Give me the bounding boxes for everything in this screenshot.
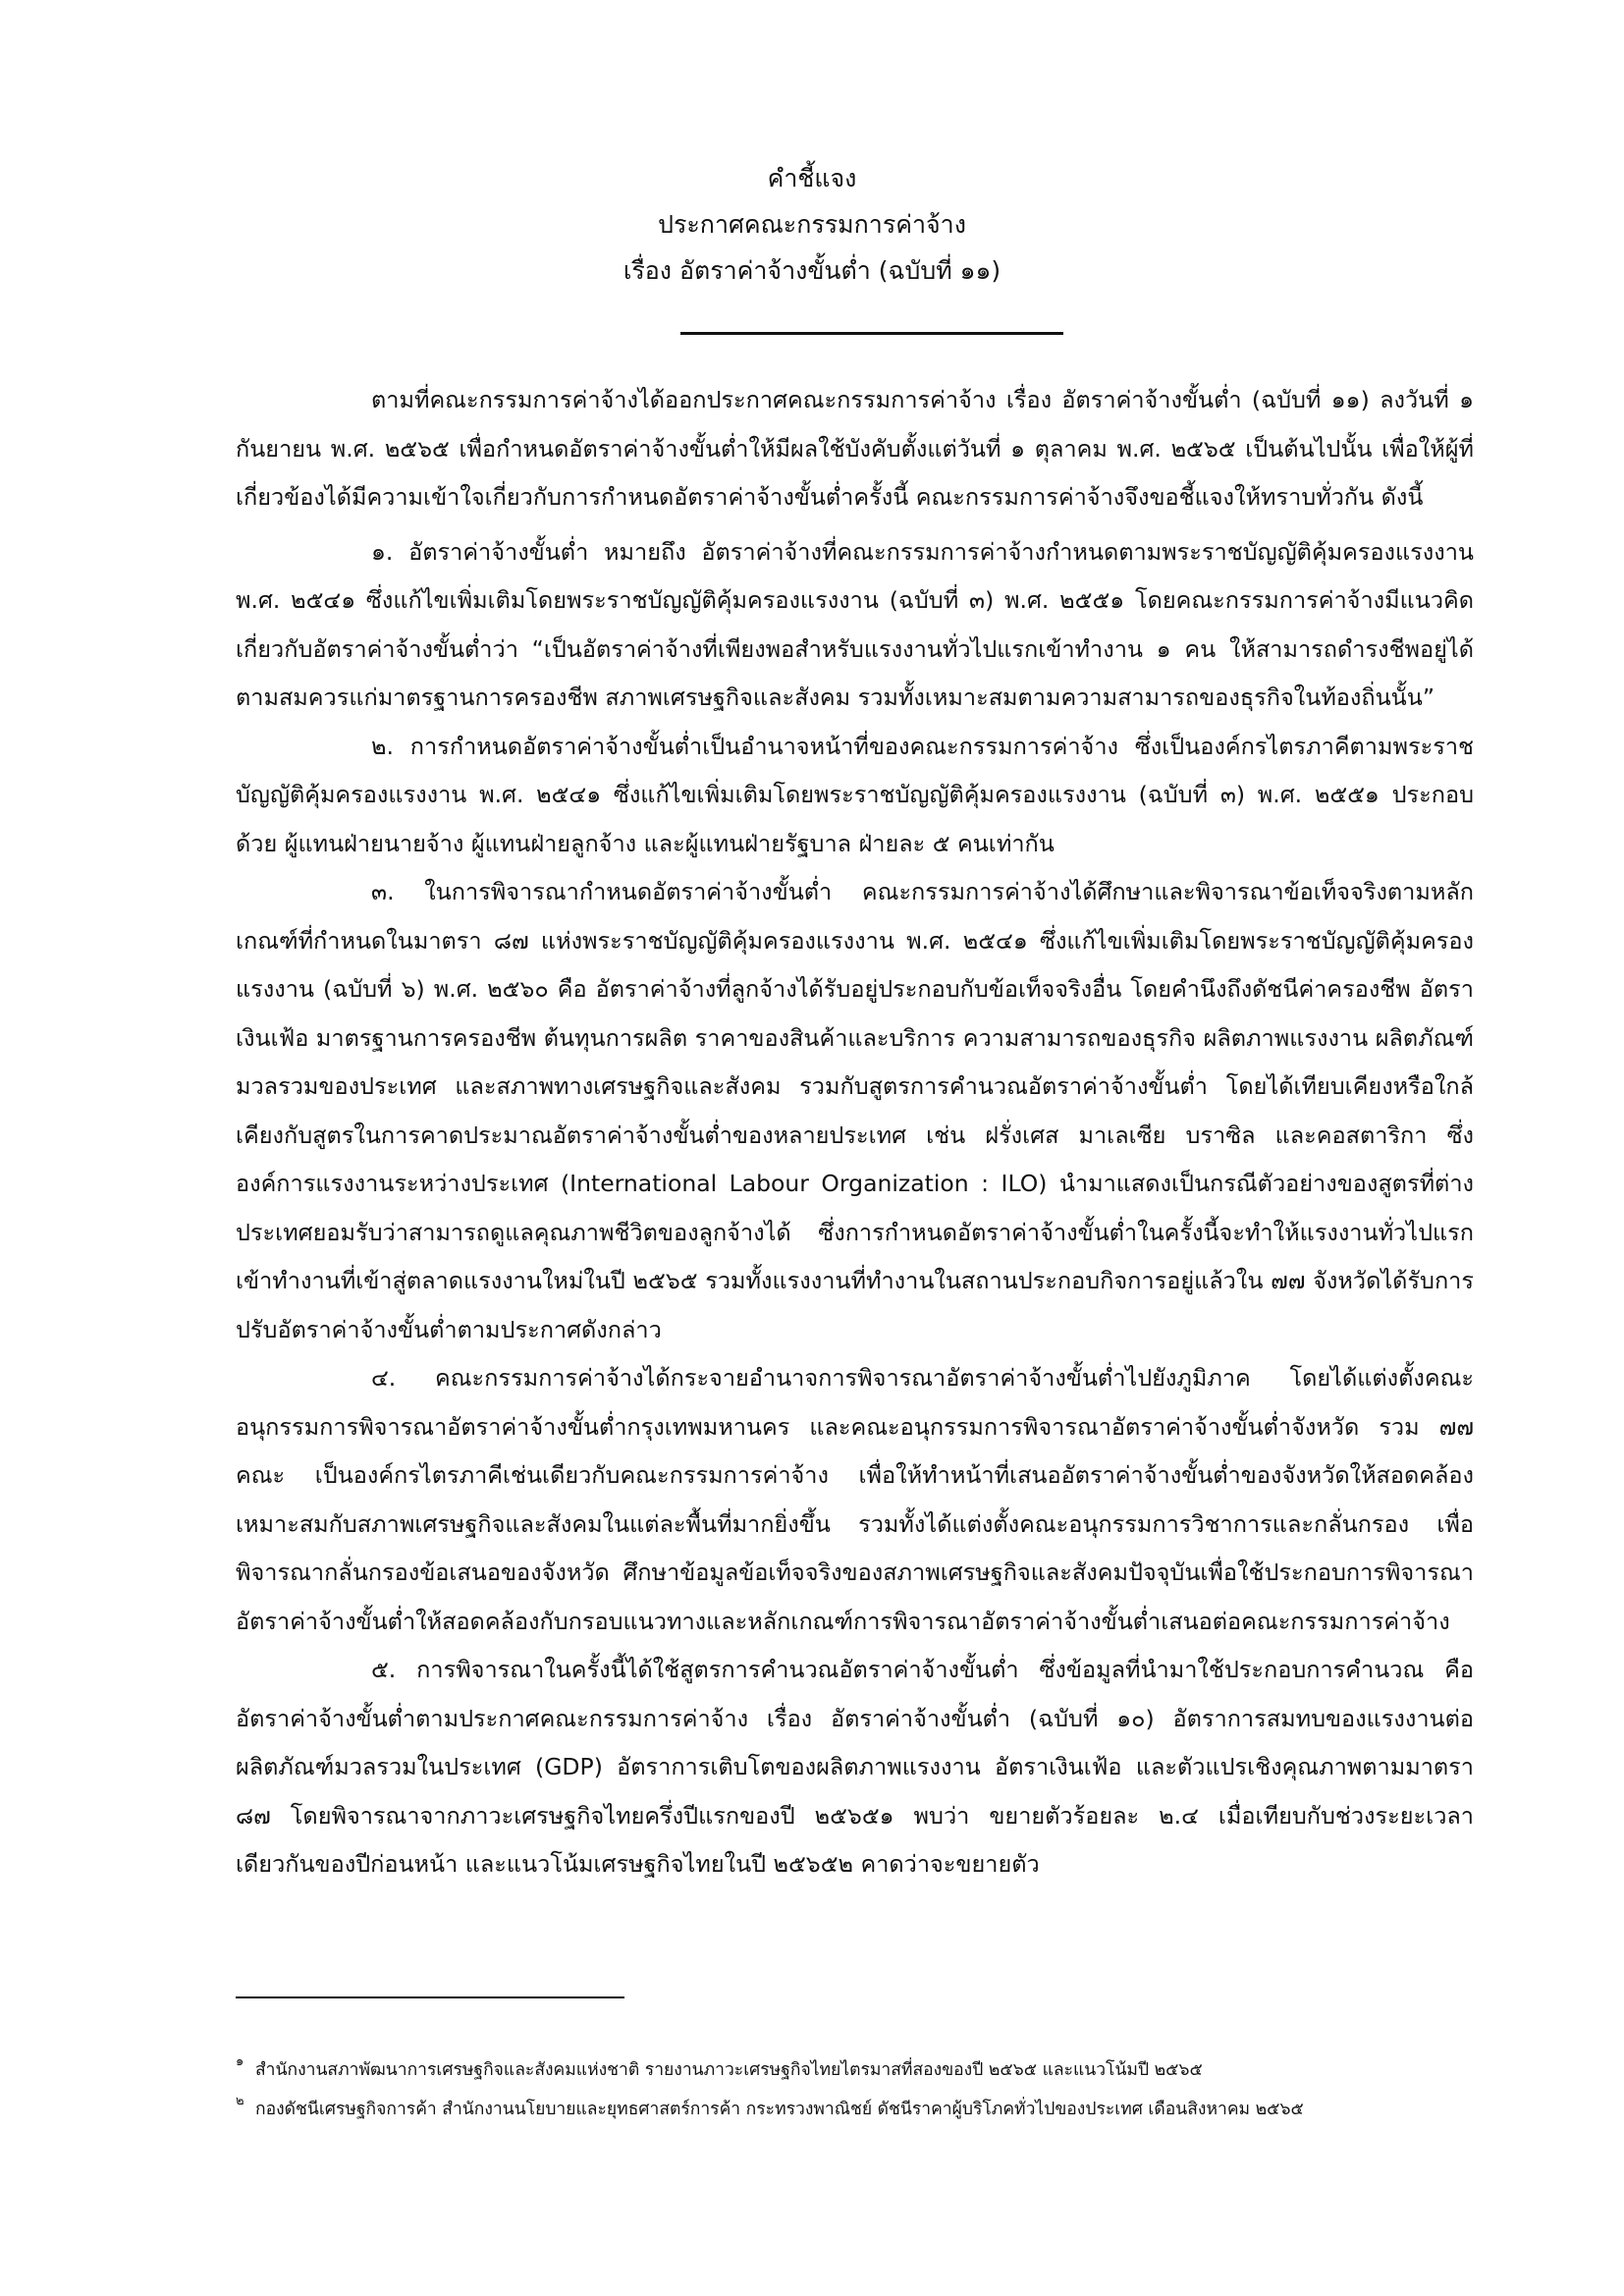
footnotes	[236, 2050, 1474, 2129]
footnote-text: สำนักงานสภาพัฒนาการเศรษฐกิจและสังคมแห่งชาติ รายงานภาวะเศรษฐกิจไทยไตรมาสที่สองของปี ๒๕๖๕ และแนวโน้มปี ๒๕๖๕	[255, 2060, 1203, 2080]
footnote-marker: ๒	[236, 2094, 244, 2108]
document-body	[236, 376, 1474, 1889]
paragraph-3: ๓. ในการพิจารณากำหนดอัตราค่าจ้างขั้นต่ำ คณะกรรมการค่าจ้างได้ศึกษาและพิจารณาข้อเท็จจริงตามหลักเกณฑ์ที่กำหนดในมาตรา ๘๗ แห่งพระราชบัญญัติคุ้มครองแรงงาน พ.ศ. ๒๕๔๑ ซึ่งแก้ไขเพิ่มเติมโดยพระราชบัญญัติคุ้มครองแรงงาน (ฉบับที่ ๖) พ.ศ. ๒๕๖๐ คือ อัตราค่าจ้างที่ลูกจ้างได้รับอยู่ประกอบกับข้อเท็จจริงอื่น โดยคำนึงถึงดัชนีค่าครองชีพ อัตราเงินเฟ้อ มาตรฐานการครองชีพ ต้นทุนการผลิต ราคาของสินค้าและบริการ ความสามารถของธุรกิจ ผลิตภาพแรงงาน ผลิตภัณฑ์มวลรวมของประเทศ และสภาพทางเศรษฐกิจและสังคม รวมกับสูตรการคำนวณอัตราค่าจ้างขั้นต่ำ โดยได้เทียบเคียงหรือใกล้เคียงกับสูตรในการคาดประมาณอัตราค่าจ้างขั้นต่ำของหลายประเทศ เช่น ฝรั่งเศส มาเลเซีย บราซิล และคอสตาริกา ซึ่งองค์การแรงงานระหว่างประเทศ (International Labour Organization : ILO) นำมาแสดงเป็นกรณีตัวอย่างของสูตรที่ต่างประเทศยอมรับว่าสามารถดูแลคุณภาพชีวิตของลูกจ้างได้ ซึ่งการกำหนดอัตราค่าจ้างขั้นต่ำในครั้งนี้จะทำให้แรงงานทั่วไปแรกเข้าทำงานที่เข้าสู่ตลาดแรงงานใหม่ในปี ๒๕๖๕ รวมทั้งแรงงานที่ทำงานในสถานประกอบกิจการอยู่แล้วใน ๗๗ จังหวัดได้รับการปรับอัตราค่าจ้างขั้นต่ำตามประกาศดังกล่าว	[236, 878, 1474, 1343]
footnote-divider	[236, 1996, 624, 1998]
header-divider	[680, 332, 1063, 335]
document-header	[0, 155, 1624, 294]
paragraph-4: ๔. คณะกรรมการค่าจ้างได้กระจายอำนาจการพิจารณาอัตราค่าจ้างขั้นต่ำไปยังภูมิภาค โดยได้แต่งตั้งคณะอนุกรรมการพิจารณาอัตราค่าจ้างขั้นต่ำกรุงเทพมหานคร และคณะอนุกรรมการพิจารณาอัตราค่าจ้างขั้นต่ำจังหวัด รวม ๗๗ คณะ เป็นองค์กรไตรภาคีเช่นเดียวกับคณะกรรมการค่าจ้าง เพื่อให้ทำหน้าที่เสนออัตราค่าจ้างขั้นต่ำของจังหวัดให้สอดคล้องเหมาะสมกับสภาพเศรษฐกิจและสังคมในแต่ละพื้นที่มากยิ่งขึ้น รวมทั้งได้แต่งตั้งคณะอนุกรรมการวิชาการและกลั่นกรอง เพื่อพิจารณากลั่นกรองข้อเสนอของจังหวัด ศึกษาข้อมูลข้อเท็จจริงของสภาพเศรษฐกิจและสังคมปัจจุบันเพื่อใช้ประกอบการพิจารณาอัตราค่าจ้างขั้นต่ำให้สอดคล้องกับกรอบแนวทางและหลักเกณฑ์การพิจารณาอัตราค่าจ้างขั้นต่ำเสนอต่อคณะกรรมการค่าจ้าง	[236, 1364, 1474, 1635]
header-title: คำชี้แจง	[767, 164, 857, 192]
intro-paragraph: ตามที่คณะกรรมการค่าจ้างได้ออกประกาศคณะกรรมการค่าจ้าง เรื่อง อัตราค่าจ้างขั้นต่ำ (ฉบับที่ ๑๑) ลงวันที่ ๑ กันยายน พ.ศ. ๒๕๖๕ เพื่อกำหนดอัตราค่าจ้างขั้นต่ำให้มีผลใช้บังคับตั้งแต่วันที่ ๑ ตุลาคม พ.ศ. ๒๕๖๕ เป็นต้นไปนั้น เพื่อให้ผู้ที่เกี่ยวข้องได้มีความเข้าใจเกี่ยวกับการกำหนดอัตราค่าจ้างขั้นต่ำครั้งนี้ คณะกรรมการค่าจ้างจึงขอชี้แจงให้ทราบทั่วกัน ดังนี้	[236, 386, 1474, 511]
footnote-marker: ๑	[236, 2054, 244, 2069]
footnote-text: กองดัชนีเศรษฐกิจการค้า สำนักงานนโยบายและยุทธศาสตร์การค้า กระทรวงพาณิชย์ ดัชนีราคาผู้บริโภคทั่วไปของประเทศ เดือนสิงหาคม ๒๕๖๕	[255, 2100, 1304, 2119]
footnote-1	[236, 2050, 1474, 2090]
footnote-2	[236, 2090, 1474, 2129]
paragraph-5: ๕. การพิจารณาในครั้งนี้ได้ใช้สูตรการคำนวณอัตราค่าจ้างขั้นต่ำ ซึ่งข้อมูลที่นำมาใช้ประกอบการคำนวณ คือ อัตราค่าจ้างขั้นต่ำตามประกาศคณะกรรมการค่าจ้าง เรื่อง อัตราค่าจ้างขั้นต่ำ (ฉบับที่ ๑๐) อัตราการสมทบของแรงงานต่อผลิตภัณฑ์มวลรวมในประเทศ (GDP) อัตราการเติบโตของผลิตภาพแรงงาน อัตราเงินเฟ้อ และตัวแปรเชิงคุณภาพตามมาตรา ๘๗ โดยพิจารณาจากภาวะเศรษฐกิจไทยครึ่งปีแรกของปี ๒๕๖๕๑ พบว่า ขยายตัวร้อยละ ๒.๔ เมื่อเทียบกับช่วงระยะเวลาเดียวกันของปีก่อนหน้า และแนวโน้มเศรษฐกิจไทยในปี ๒๕๖๕๒ คาดว่าจะขยายตัว	[236, 1656, 1474, 1878]
header-subject: เรื่อง อัตราค่าจ้างขั้นต่ำ (ฉบับที่ ๑๑)	[623, 256, 1001, 285]
paragraph-1: ๑. อัตราค่าจ้างขั้นต่ำ หมายถึง อัตราค่าจ้างที่คณะกรรมการค่าจ้างกำหนดตามพระราชบัญญัติคุ้มครองแรงงาน พ.ศ. ๒๕๔๑ ซึ่งแก้ไขเพิ่มเติมโดยพระราชบัญญัติคุ้มครองแรงงาน (ฉบับที่ ๓) พ.ศ. ๒๕๕๑ โดยคณะกรรมการค่าจ้างมีแนวคิดเกี่ยวกับอัตราค่าจ้างขั้นต่ำว่า “เป็นอัตราค่าจ้างที่เพียงพอสำหรับแรงงานทั่วไปแรกเข้าทำงาน ๑ คน ให้สามารถดำรงชีพอยู่ได้ตามสมควรแก่มาตรฐานการครองชีพ สภาพเศรษฐกิจและสังคม รวมทั้งเหมาะสมตามความสามารถของธุรกิจในท้องถิ่นนั้น”	[236, 537, 1474, 711]
header-announcement: ประกาศคณะกรรมการค่าจ้าง	[658, 210, 966, 239]
paragraph-2: ๒. การกำหนดอัตราค่าจ้างขั้นต่ำเป็นอำนาจหน้าที่ของคณะกรรมการค่าจ้าง ซึ่งเป็นองค์กรไตรภาคีตามพระราชบัญญัติคุ้มครองแรงงาน พ.ศ. ๒๕๔๑ ซึ่งแก้ไขเพิ่มเติมโดยพระราชบัญญัติคุ้มครองแรงงาน (ฉบับที่ ๓) พ.ศ. ๒๕๕๑ ประกอบด้วย ผู้แทนฝ่ายนายจ้าง ผู้แทนฝ่ายลูกจ้าง และผู้แทนฝ่ายรัฐบาล ฝ่ายละ ๕ คนเท่ากัน	[236, 732, 1474, 857]
